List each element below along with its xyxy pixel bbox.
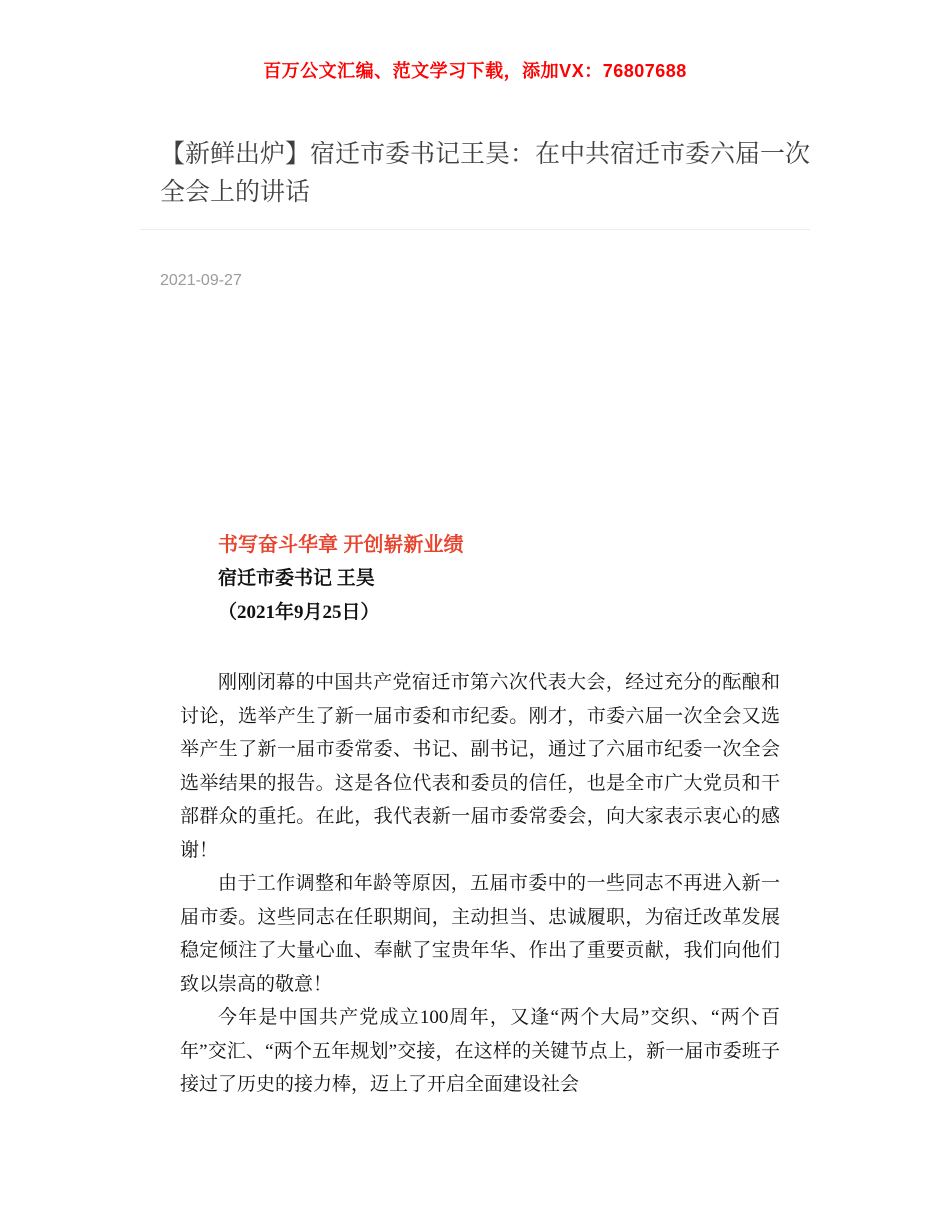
speech-author: 宿迁市委书记 王昊 xyxy=(218,568,375,589)
article-container xyxy=(140,135,810,1102)
title-divider xyxy=(140,229,810,230)
speech-paragraph: 刚刚闭幕的中国共产党宿迁市第六次代表大会，经过充分的酝酿和讨论，选举产生了新一届市委和市纪委。刚才，市委六届一次全会又选举产生了新一届市委常委、书记、副书记，通过了六届市纪委一次全会选举结果的报告。这是各位代表和委员的信任，也是全市广大党员和干部群众的重托。在此，我代表新一届市委常委会，向大家表示衷心的感谢！ xyxy=(180,672,780,861)
article-title: 【新鲜出炉】宿迁市委书记王昊：在中共宿迁市委六届一次全会上的讲话 xyxy=(160,140,811,206)
speech-content xyxy=(140,528,810,1102)
speech-paragraph: 由于工作调整和年龄等原因，五届市委中的一些同志不再进入新一届市委。这些同志在任职期间，主动担当、忠诚履职，为宿迁改革发展稳定倾注了大量心血、奉献了宝贵年华、作出了重要贡献，我们向他们致以崇高的敬意！ xyxy=(180,873,780,995)
speech-body xyxy=(140,666,780,1102)
promo-banner: 百万公文汇编、范文学习下载，添加VX：76807688 xyxy=(263,61,687,81)
publish-date: 2021-09-27 xyxy=(160,272,242,289)
speech-title: 书写奋斗华章 开创崭新业绩 xyxy=(218,534,464,556)
speech-date: （2021年9月25日） xyxy=(218,602,380,623)
speech-paragraph: 今年是中国共产党成立100周年，又逢“两个大局”交织、“两个百年”交汇、“两个五年规划”交接，在这样的关键节点上，新一届市委班子接过了历史的接力棒，迈上了开启全面建设社会 xyxy=(180,1007,780,1095)
speech-head xyxy=(140,528,810,630)
